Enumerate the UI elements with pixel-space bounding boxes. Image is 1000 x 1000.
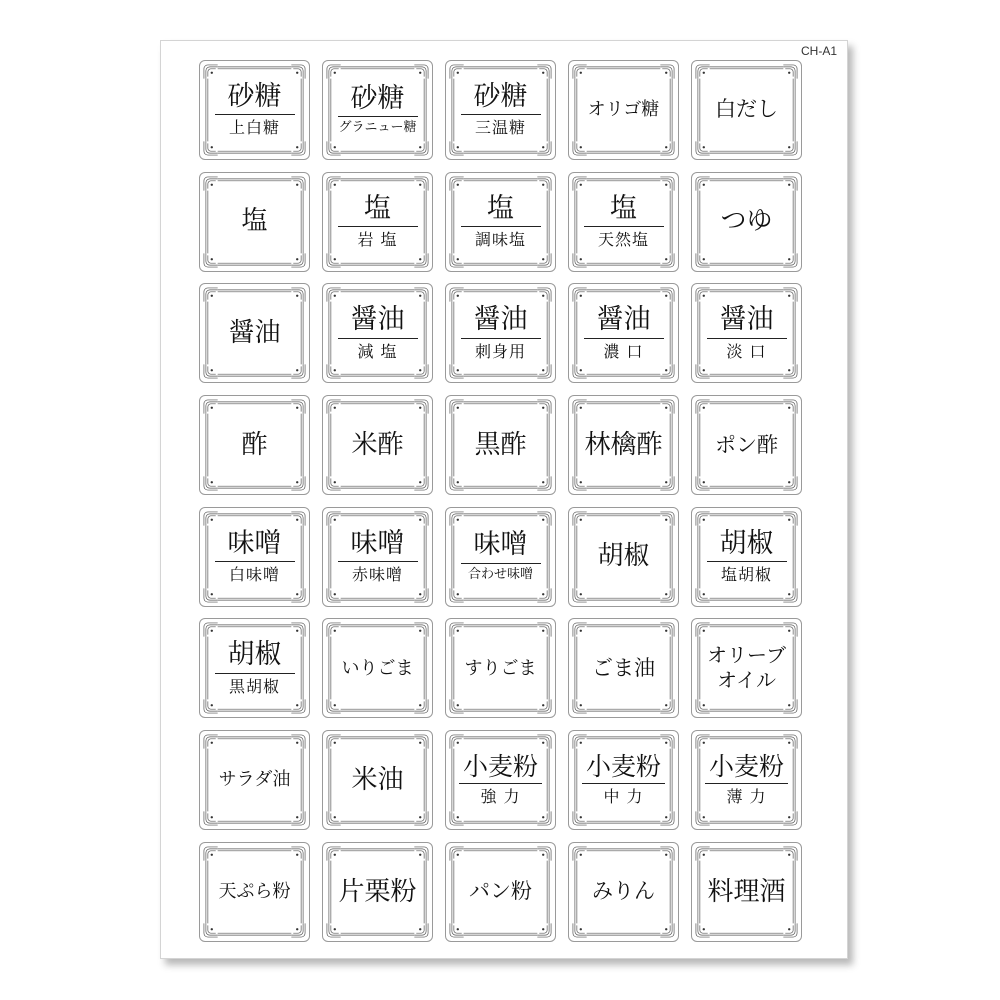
label-content bbox=[702, 739, 791, 821]
label-content bbox=[456, 181, 545, 263]
label-main-text: 小麦粉 bbox=[705, 754, 788, 784]
label-text: ポン酢 bbox=[715, 432, 778, 457]
label-sub-text: 白味噌 bbox=[228, 565, 280, 585]
label-text: いりごま bbox=[341, 657, 414, 679]
label-text: 塩 bbox=[241, 206, 268, 237]
spice-label bbox=[199, 730, 310, 830]
label-main-text: 醤油 bbox=[338, 306, 418, 338]
label-content bbox=[579, 627, 668, 709]
label-main-text: 醤油 bbox=[707, 306, 787, 338]
label-main-text: 胡椒 bbox=[707, 530, 787, 562]
spice-label bbox=[322, 283, 433, 383]
label-text: 米油 bbox=[351, 764, 404, 795]
spice-label bbox=[568, 60, 679, 160]
label-sub-text: 減 塩 bbox=[357, 341, 398, 361]
label-content bbox=[333, 181, 422, 263]
label-content bbox=[702, 292, 791, 374]
spice-label bbox=[445, 60, 556, 160]
label-main-text: 醤油 bbox=[461, 306, 541, 338]
label-text: オリゴ糖 bbox=[587, 99, 660, 121]
spice-label bbox=[568, 842, 679, 942]
label-text: ごま油 bbox=[592, 655, 655, 680]
label-line-1: オリーブ bbox=[707, 643, 786, 668]
label-content bbox=[579, 851, 668, 933]
label-sub-text: 岩 塩 bbox=[357, 230, 398, 250]
spice-label bbox=[445, 283, 556, 383]
label-multiline-text bbox=[707, 643, 786, 693]
label-sub-text: 濃 口 bbox=[603, 341, 644, 361]
spice-label bbox=[445, 618, 556, 718]
label-main-text: 塩 bbox=[584, 195, 664, 227]
label-content bbox=[333, 516, 422, 598]
label-content bbox=[702, 404, 791, 486]
label-content bbox=[210, 292, 299, 374]
spice-label bbox=[568, 172, 679, 272]
label-text: 片栗粉 bbox=[338, 876, 417, 907]
spice-label bbox=[445, 842, 556, 942]
label-content bbox=[456, 516, 545, 598]
label-text: 料理酒 bbox=[707, 876, 786, 907]
label-content bbox=[579, 739, 668, 821]
spice-label bbox=[322, 618, 433, 718]
label-line-2: オイル bbox=[717, 668, 776, 693]
label-sub-text: 刺身用 bbox=[474, 341, 526, 361]
label-main-text: 塩 bbox=[461, 195, 541, 227]
label-content bbox=[210, 69, 299, 151]
label-content bbox=[702, 627, 791, 709]
spice-label bbox=[691, 395, 802, 495]
spice-label bbox=[445, 507, 556, 607]
label-content bbox=[333, 292, 422, 374]
label-text: つゆ bbox=[720, 206, 773, 237]
label-content bbox=[333, 851, 422, 933]
label-content bbox=[210, 404, 299, 486]
label-content bbox=[579, 292, 668, 374]
spice-label bbox=[568, 618, 679, 718]
spice-label bbox=[691, 618, 802, 718]
label-content bbox=[210, 627, 299, 709]
spice-label bbox=[322, 730, 433, 830]
spice-label bbox=[199, 395, 310, 495]
spice-label bbox=[199, 842, 310, 942]
label-sub-text: 黒胡椒 bbox=[228, 676, 280, 696]
label-text: 酢 bbox=[241, 429, 268, 460]
label-text: 胡椒 bbox=[597, 541, 650, 572]
label-content bbox=[579, 516, 668, 598]
label-main-text: 砂糖 bbox=[215, 83, 295, 115]
label-sub-text: 三温糖 bbox=[474, 118, 526, 138]
label-main-text: 砂糖 bbox=[338, 85, 418, 117]
label-sub-text: 調味塩 bbox=[474, 230, 526, 250]
label-content bbox=[333, 627, 422, 709]
label-sub-text: 上白糖 bbox=[228, 118, 280, 138]
label-content bbox=[210, 516, 299, 598]
label-content bbox=[456, 404, 545, 486]
spice-label bbox=[199, 507, 310, 607]
spice-label bbox=[322, 507, 433, 607]
spice-label bbox=[691, 172, 802, 272]
spice-label bbox=[568, 730, 679, 830]
spice-label bbox=[568, 395, 679, 495]
label-content bbox=[702, 516, 791, 598]
label-text: 米酢 bbox=[351, 429, 404, 460]
label-main-text: 味噌 bbox=[461, 531, 541, 563]
spice-label bbox=[691, 730, 802, 830]
label-text: パン粉 bbox=[469, 879, 532, 904]
label-content bbox=[333, 739, 422, 821]
spice-label bbox=[691, 283, 802, 383]
label-sheet bbox=[160, 40, 848, 959]
label-content bbox=[456, 69, 545, 151]
spice-label bbox=[445, 730, 556, 830]
label-sub-text: 赤味噌 bbox=[351, 565, 403, 585]
label-text: みりん bbox=[592, 879, 655, 904]
label-main-text: 味噌 bbox=[338, 530, 418, 562]
spice-label bbox=[691, 60, 802, 160]
label-main-text: 小麦粉 bbox=[582, 754, 665, 784]
spice-label bbox=[322, 395, 433, 495]
spice-label bbox=[199, 618, 310, 718]
label-content bbox=[702, 851, 791, 933]
spice-label bbox=[199, 172, 310, 272]
label-text: 林檎酢 bbox=[584, 429, 663, 460]
label-main-text: 味噌 bbox=[215, 530, 295, 562]
label-content bbox=[579, 69, 668, 151]
label-main-text: 砂糖 bbox=[461, 83, 541, 115]
label-content bbox=[333, 69, 422, 151]
spice-label bbox=[445, 172, 556, 272]
label-content bbox=[456, 627, 545, 709]
label-content bbox=[456, 292, 545, 374]
label-content bbox=[579, 181, 668, 263]
label-sub-text: 淡 口 bbox=[726, 341, 767, 361]
spice-label bbox=[322, 172, 433, 272]
spice-label bbox=[322, 842, 433, 942]
label-sub-text: グラニュー糖 bbox=[338, 120, 417, 136]
spice-label bbox=[199, 283, 310, 383]
label-main-text: 胡椒 bbox=[215, 641, 295, 673]
sheet-code: CH-A1 bbox=[800, 44, 837, 58]
label-text: すりごま bbox=[464, 657, 537, 679]
label-content bbox=[579, 404, 668, 486]
spice-label bbox=[691, 507, 802, 607]
label-content bbox=[456, 739, 545, 821]
label-content bbox=[702, 181, 791, 263]
label-content bbox=[210, 851, 299, 933]
label-sub-text: 中 力 bbox=[603, 787, 644, 807]
spice-label bbox=[445, 395, 556, 495]
label-content bbox=[210, 739, 299, 821]
label-text: 白だし bbox=[715, 97, 778, 122]
spice-label bbox=[568, 283, 679, 383]
label-text: 天ぷら粉 bbox=[218, 880, 291, 902]
label-main-text: 塩 bbox=[338, 195, 418, 227]
label-content bbox=[702, 69, 791, 151]
label-sub-text: 合わせ味噌 bbox=[467, 566, 533, 582]
spice-label bbox=[568, 507, 679, 607]
spice-label bbox=[322, 60, 433, 160]
label-text: サラダ油 bbox=[218, 769, 291, 791]
label-text: 黒酢 bbox=[474, 429, 527, 460]
label-sub-text: 薄 力 bbox=[726, 787, 767, 807]
spice-label bbox=[199, 60, 310, 160]
label-sub-text: 天然塩 bbox=[597, 230, 649, 250]
spice-label bbox=[691, 842, 802, 942]
label-content bbox=[456, 851, 545, 933]
label-sub-text: 強 力 bbox=[480, 787, 521, 807]
label-sub-text: 塩胡椒 bbox=[720, 565, 772, 585]
label-text: 醤油 bbox=[228, 318, 281, 349]
label-main-text: 小麦粉 bbox=[459, 754, 542, 784]
label-content bbox=[210, 181, 299, 263]
label-content bbox=[333, 404, 422, 486]
label-main-text: 醤油 bbox=[584, 306, 664, 338]
label-grid bbox=[199, 60, 802, 942]
